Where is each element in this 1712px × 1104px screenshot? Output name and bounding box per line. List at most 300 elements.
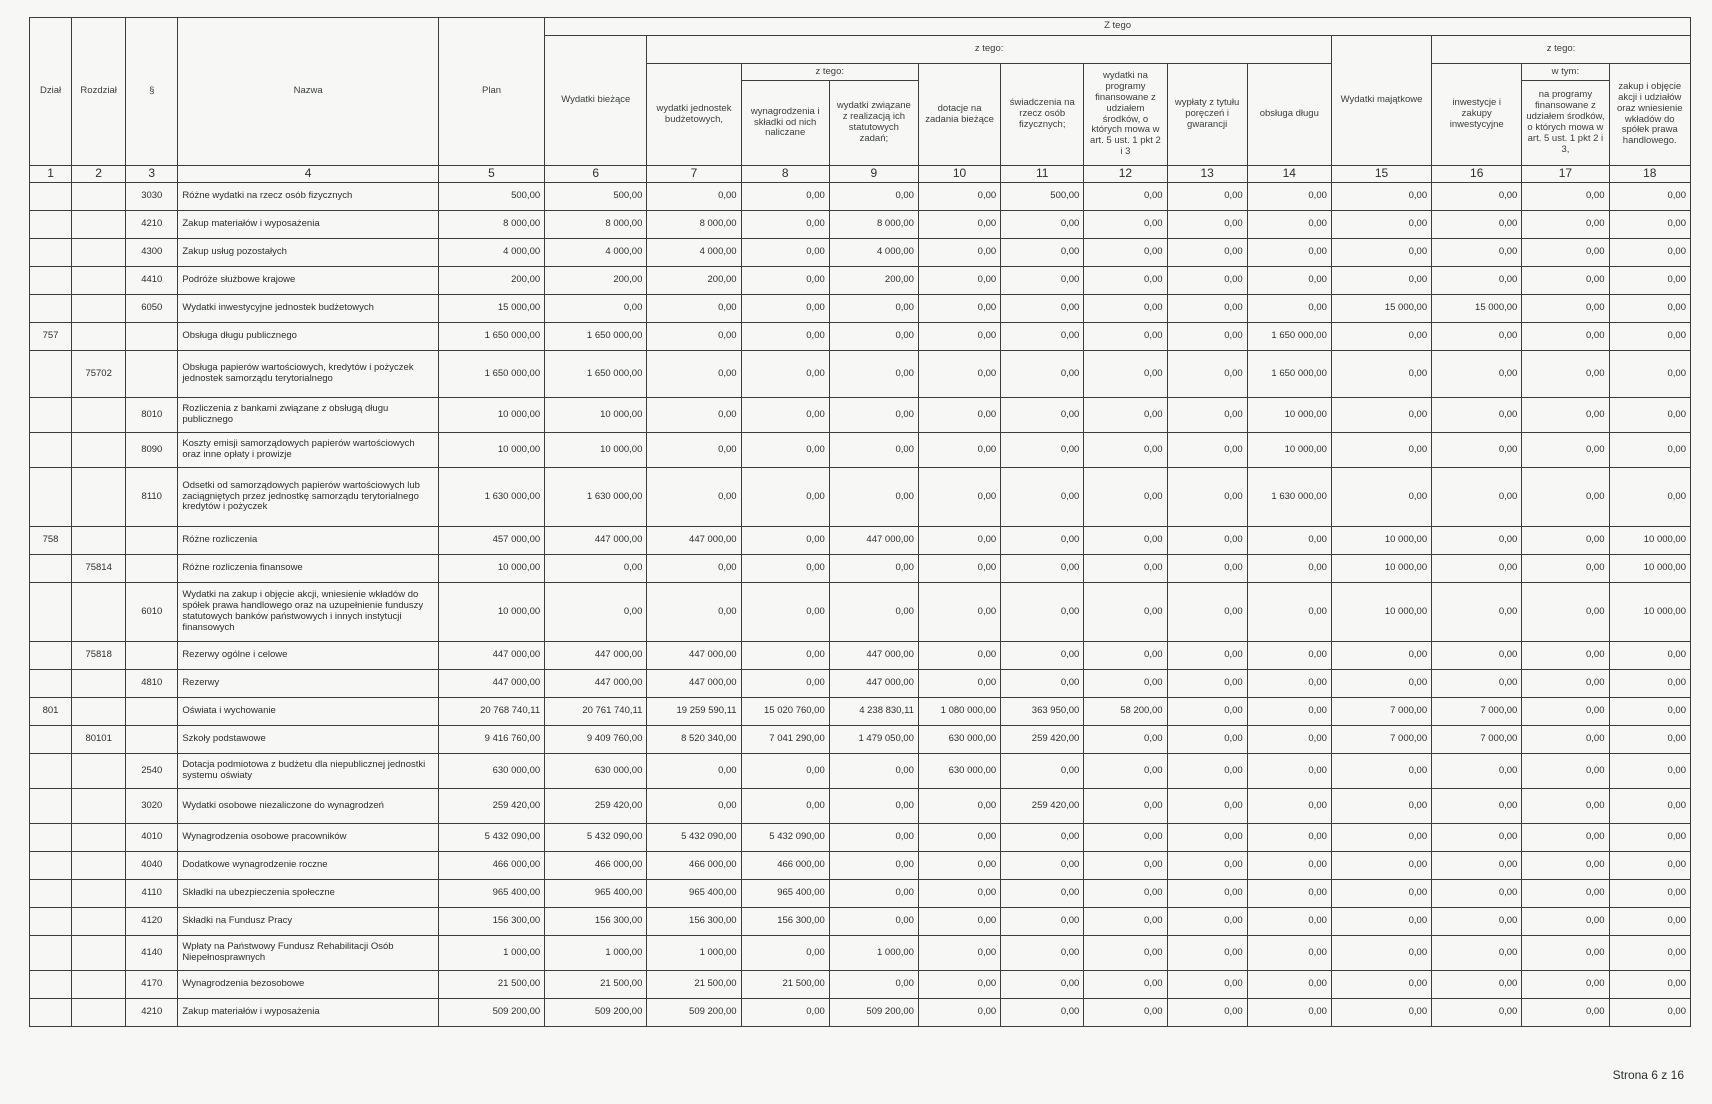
cell-amount: 466 000,00 [545,852,647,880]
cell-amount: 0,00 [1432,642,1522,670]
column-number: 1 [30,166,72,183]
cell-amount: 0,00 [1167,183,1247,211]
cell-amount: 500,00 [545,183,647,211]
cell-amount: 0,00 [1609,211,1691,239]
cell-paragraf: 4210 [126,999,178,1027]
table-row [30,824,1691,852]
table-row [30,211,1691,239]
cell-dzial: 801 [30,698,72,726]
cell-paragraf: 6050 [126,295,178,323]
table-row [30,351,1691,398]
cell-amount: 0,00 [1167,583,1247,642]
cell-amount: 0,00 [741,583,829,642]
column-number: 15 [1331,166,1431,183]
cell-amount: 19 259 590,11 [647,698,741,726]
cell-amount: 0,00 [741,527,829,555]
header-zakup-akcji: zakup i objęcie akcji i udziałów oraz wniesienie wkładów do spółek prawa handlowego. [1609,64,1691,166]
cell-amount: 0,00 [1432,754,1522,789]
table-row [30,239,1691,267]
cell-dzial [30,583,72,642]
header-obsluga-dlugu: obsługa długu [1247,64,1331,166]
cell-amount: 15 020 760,00 [741,698,829,726]
header-programy: wydatki na programy finansowane z udziałem środków, o których mowa w art. 5 ust. 1 pkt 2 i 3 [1084,64,1167,166]
cell-amount: 0,00 [829,398,918,433]
cell-dzial [30,239,72,267]
table-row [30,670,1691,698]
cell-amount: 20 761 740,11 [545,698,647,726]
cell-amount: 0,00 [1432,999,1522,1027]
header-wynagrodzenia: wynagrodzenia i składki od nich naliczane [741,81,829,166]
cell-amount: 0,00 [1331,999,1431,1027]
cell-paragraf: 4010 [126,824,178,852]
cell-amount: 4 238 830,11 [829,698,918,726]
cell-amount: 0,00 [1001,351,1084,398]
cell-amount: 0,00 [1522,323,1609,351]
header-wydatki-jednostek: wydatki jednostek budżetowych, [647,64,741,166]
cell-amount: 0,00 [829,971,918,999]
cell-dzial [30,295,72,323]
header-nazwa: Nazwa [178,18,439,166]
cell-amount: 0,00 [1331,971,1431,999]
cell-nazwa: Wydatki inwestycyjne jednostek budżetowych [178,295,439,323]
cell-amount: 0,00 [1432,398,1522,433]
cell-amount: 0,00 [829,555,918,583]
cell-rozdzial [72,398,126,433]
cell-amount: 10 000,00 [1331,527,1431,555]
cell-dzial [30,936,72,971]
cell-amount: 156 300,00 [741,908,829,936]
cell-amount: 447 000,00 [647,670,741,698]
cell-amount: 0,00 [1167,323,1247,351]
cell-amount: 7 041 290,00 [741,726,829,754]
cell-amount: 0,00 [1001,670,1084,698]
cell-rozdzial [72,936,126,971]
cell-amount: 0,00 [1001,468,1084,527]
cell-amount: 0,00 [1084,267,1167,295]
cell-amount: 21 500,00 [438,971,544,999]
cell-amount: 0,00 [647,295,741,323]
cell-amount: 0,00 [1331,754,1431,789]
cell-amount: 0,00 [1167,433,1247,468]
cell-amount: 0,00 [1522,583,1609,642]
cell-paragraf: 6010 [126,583,178,642]
cell-amount: 1 650 000,00 [1247,351,1331,398]
cell-paragraf [126,642,178,670]
cell-amount: 0,00 [1432,789,1522,824]
cell-amount: 7 000,00 [1331,698,1431,726]
cell-dzial [30,880,72,908]
cell-dzial [30,267,72,295]
cell-nazwa: Rezerwy ogólne i celowe [178,642,439,670]
cell-amount: 0,00 [1084,211,1167,239]
table-row [30,698,1691,726]
cell-nazwa: Rozliczenia z bankami związane z obsługą długu publicznego [178,398,439,433]
cell-paragraf [126,527,178,555]
cell-amount: 0,00 [829,880,918,908]
cell-amount: 0,00 [1432,852,1522,880]
table-row [30,468,1691,527]
cell-rozdzial [72,754,126,789]
cell-amount: 7 000,00 [1432,726,1522,754]
cell-amount: 447 000,00 [545,642,647,670]
header-rozdzial: Rozdział [72,18,126,166]
cell-amount: 466 000,00 [647,852,741,880]
cell-amount: 0,00 [741,239,829,267]
cell-amount: 156 300,00 [545,908,647,936]
cell-amount: 1 650 000,00 [1247,323,1331,351]
cell-amount: 9 416 760,00 [438,726,544,754]
cell-amount: 0,00 [918,880,1000,908]
cell-amount: 447 000,00 [829,670,918,698]
cell-amount: 0,00 [741,936,829,971]
cell-amount: 500,00 [438,183,544,211]
cell-amount: 10 000,00 [1247,433,1331,468]
cell-amount: 0,00 [1432,267,1522,295]
table-row [30,852,1691,880]
cell-amount: 0,00 [1167,267,1247,295]
cell-paragraf [126,726,178,754]
cell-rozdzial: 75818 [72,642,126,670]
cell-amount: 1 000,00 [438,936,544,971]
cell-amount: 0,00 [1247,527,1331,555]
cell-amount: 0,00 [1084,789,1167,824]
cell-amount: 500,00 [1001,183,1084,211]
table-row [30,971,1691,999]
cell-amount: 0,00 [1331,211,1431,239]
cell-amount: 0,00 [1522,824,1609,852]
cell-amount: 0,00 [918,670,1000,698]
cell-amount: 0,00 [1084,433,1167,468]
cell-amount: 0,00 [1084,726,1167,754]
cell-rozdzial [72,971,126,999]
cell-dzial [30,670,72,698]
cell-amount: 0,00 [1167,295,1247,323]
cell-amount: 0,00 [1522,698,1609,726]
cell-amount: 0,00 [1432,908,1522,936]
cell-nazwa: Wpłaty na Państwowy Fundusz Rehabilitacji Osób Niepełnosprawnych [178,936,439,971]
cell-amount: 0,00 [1084,908,1167,936]
cell-amount: 0,00 [918,789,1000,824]
cell-amount: 0,00 [1084,670,1167,698]
cell-amount: 0,00 [1522,433,1609,468]
cell-paragraf: 8110 [126,468,178,527]
cell-amount: 8 000,00 [829,211,918,239]
cell-amount: 5 432 090,00 [438,824,544,852]
column-number: 14 [1247,166,1331,183]
cell-amount: 0,00 [1609,295,1691,323]
cell-amount: 0,00 [741,670,829,698]
column-number: 3 [126,166,178,183]
budget-expenditure-table [29,17,1691,1027]
cell-amount: 0,00 [1001,323,1084,351]
cell-paragraf: 4110 [126,880,178,908]
cell-amount: 0,00 [829,754,918,789]
cell-dzial [30,351,72,398]
cell-amount: 0,00 [829,908,918,936]
cell-amount: 10 000,00 [1609,583,1691,642]
cell-amount: 200,00 [438,267,544,295]
cell-amount: 0,00 [1001,267,1084,295]
cell-amount: 0,00 [1167,754,1247,789]
cell-amount: 0,00 [741,295,829,323]
cell-amount: 0,00 [1432,527,1522,555]
cell-amount: 0,00 [1084,971,1167,999]
cell-amount: 1 650 000,00 [438,323,544,351]
cell-amount: 1 630 000,00 [1247,468,1331,527]
cell-amount: 447 000,00 [647,642,741,670]
cell-amount: 0,00 [1522,555,1609,583]
cell-dzial [30,468,72,527]
cell-amount: 21 500,00 [647,971,741,999]
cell-amount: 0,00 [1167,852,1247,880]
cell-amount: 0,00 [1609,239,1691,267]
cell-amount: 0,00 [1247,555,1331,583]
cell-dzial [30,971,72,999]
table-row [30,880,1691,908]
cell-amount: 1 650 000,00 [545,351,647,398]
cell-amount: 0,00 [1432,239,1522,267]
cell-amount: 0,00 [1084,824,1167,852]
cell-amount: 0,00 [1084,555,1167,583]
cell-nazwa: Rezerwy [178,670,439,698]
cell-amount: 0,00 [918,351,1000,398]
table-row [30,999,1691,1027]
cell-amount: 0,00 [1331,239,1431,267]
cell-amount: 509 200,00 [438,999,544,1027]
cell-nazwa: Oświata i wychowanie [178,698,439,726]
cell-amount: 0,00 [1247,726,1331,754]
cell-amount: 0,00 [741,323,829,351]
cell-amount: 0,00 [1331,267,1431,295]
cell-amount: 0,00 [1522,267,1609,295]
cell-rozdzial [72,267,126,295]
cell-amount: 7 000,00 [1331,726,1431,754]
cell-amount: 0,00 [1247,908,1331,936]
cell-amount: 0,00 [1167,698,1247,726]
cell-amount: 509 200,00 [647,999,741,1027]
cell-amount: 0,00 [1432,555,1522,583]
cell-amount: 0,00 [647,183,741,211]
table-row [30,433,1691,468]
cell-nazwa: Obsługa papierów wartościowych, kredytów i pożyczek jednostek samorządu terytorialnego [178,351,439,398]
cell-amount: 9 409 760,00 [545,726,647,754]
cell-amount: 0,00 [1167,936,1247,971]
cell-amount: 1 080 000,00 [918,698,1000,726]
cell-amount: 0,00 [1609,267,1691,295]
cell-amount: 0,00 [1001,999,1084,1027]
cell-amount: 965 400,00 [741,880,829,908]
header-wydatki-statutowe: wydatki związane z realizacją ich statutowych zadań; [829,81,918,166]
cell-nazwa: Zakup materiałów i wyposażenia [178,211,439,239]
table-row [30,295,1691,323]
cell-amount: 0,00 [1001,754,1084,789]
cell-amount: 0,00 [1247,880,1331,908]
cell-amount: 10 000,00 [438,398,544,433]
cell-amount: 0,00 [741,398,829,433]
cell-amount: 0,00 [1001,527,1084,555]
cell-amount: 0,00 [1432,824,1522,852]
cell-rozdzial [72,211,126,239]
cell-amount: 0,00 [1084,183,1167,211]
cell-amount: 1 630 000,00 [438,468,544,527]
cell-amount: 0,00 [1084,239,1167,267]
cell-amount: 0,00 [1084,936,1167,971]
cell-amount: 0,00 [647,754,741,789]
cell-amount: 0,00 [1084,468,1167,527]
cell-amount: 0,00 [647,323,741,351]
cell-amount: 0,00 [918,398,1000,433]
cell-amount: 0,00 [1247,583,1331,642]
cell-amount: 156 300,00 [647,908,741,936]
cell-amount: 0,00 [918,433,1000,468]
cell-amount: 447 000,00 [438,670,544,698]
cell-amount: 0,00 [1001,583,1084,642]
table-row [30,789,1691,824]
cell-amount: 630 000,00 [545,754,647,789]
cell-amount: 0,00 [1331,789,1431,824]
cell-amount: 0,00 [1167,824,1247,852]
cell-paragraf: 8090 [126,433,178,468]
cell-rozdzial: 80101 [72,726,126,754]
cell-amount: 0,00 [918,239,1000,267]
cell-amount: 0,00 [1001,398,1084,433]
column-number: 17 [1522,166,1609,183]
cell-amount: 0,00 [1522,852,1609,880]
cell-amount: 1 479 050,00 [829,726,918,754]
column-number: 5 [438,166,544,183]
column-number: 7 [647,166,741,183]
cell-amount: 0,00 [1167,726,1247,754]
cell-paragraf: 2540 [126,754,178,789]
cell-amount: 0,00 [647,398,741,433]
cell-amount: 0,00 [647,555,741,583]
table-row [30,555,1691,583]
cell-amount: 0,00 [918,555,1000,583]
table-row [30,398,1691,433]
cell-amount: 1 000,00 [545,936,647,971]
cell-amount: 0,00 [1247,852,1331,880]
cell-amount: 0,00 [1609,468,1691,527]
column-number-row [30,166,1691,183]
cell-amount: 0,00 [1084,323,1167,351]
cell-amount: 447 000,00 [647,527,741,555]
cell-amount: 0,00 [741,754,829,789]
cell-amount: 509 200,00 [829,999,918,1027]
cell-amount: 10 000,00 [545,433,647,468]
cell-amount: 0,00 [1331,852,1431,880]
cell-amount: 0,00 [829,351,918,398]
cell-amount: 0,00 [829,824,918,852]
cell-amount: 0,00 [829,468,918,527]
cell-amount: 0,00 [1522,211,1609,239]
cell-nazwa: Wynagrodzenia osobowe pracowników [178,824,439,852]
cell-amount: 0,00 [1001,936,1084,971]
cell-amount: 8 000,00 [438,211,544,239]
cell-amount: 0,00 [741,642,829,670]
cell-nazwa: Wynagrodzenia bezosobowe [178,971,439,999]
cell-amount: 0,00 [1084,527,1167,555]
cell-amount: 0,00 [1522,908,1609,936]
cell-amount: 200,00 [647,267,741,295]
cell-amount: 0,00 [1167,880,1247,908]
cell-dzial [30,642,72,670]
cell-rozdzial [72,698,126,726]
cell-amount: 447 000,00 [545,527,647,555]
table-row [30,323,1691,351]
cell-amount: 0,00 [1609,398,1691,433]
cell-amount: 0,00 [1167,908,1247,936]
cell-amount: 0,00 [1247,698,1331,726]
cell-amount: 0,00 [1609,852,1691,880]
cell-amount: 0,00 [918,295,1000,323]
cell-nazwa: Wydatki osobowe niezaliczone do wynagrodzeń [178,789,439,824]
cell-rozdzial [72,323,126,351]
cell-amount: 0,00 [1247,211,1331,239]
cell-amount: 0,00 [1247,824,1331,852]
cell-paragraf: 8010 [126,398,178,433]
cell-amount: 0,00 [829,295,918,323]
cell-dzial: 757 [30,323,72,351]
cell-amount: 0,00 [1084,583,1167,642]
cell-paragraf: 4300 [126,239,178,267]
cell-paragraf: 4140 [126,936,178,971]
table-row [30,754,1691,789]
cell-rozdzial [72,670,126,698]
cell-amount: 0,00 [1609,971,1691,999]
cell-amount: 200,00 [829,267,918,295]
cell-amount: 0,00 [1001,908,1084,936]
cell-amount: 0,00 [918,852,1000,880]
cell-amount: 0,00 [1432,323,1522,351]
cell-amount: 0,00 [1084,642,1167,670]
cell-paragraf [126,555,178,583]
cell-amount: 0,00 [1167,789,1247,824]
cell-amount: 0,00 [1522,754,1609,789]
cell-amount: 0,00 [1247,267,1331,295]
cell-dzial [30,433,72,468]
cell-amount: 0,00 [1167,468,1247,527]
cell-dzial [30,852,72,880]
cell-amount: 630 000,00 [438,754,544,789]
cell-amount: 0,00 [741,468,829,527]
cell-amount: 1 000,00 [829,936,918,971]
cell-amount: 0,00 [1331,351,1431,398]
cell-amount: 156 300,00 [438,908,544,936]
cell-paragraf: 4810 [126,670,178,698]
cell-dzial [30,754,72,789]
cell-amount: 10 000,00 [1609,527,1691,555]
cell-amount: 0,00 [1432,971,1522,999]
cell-amount: 0,00 [1001,211,1084,239]
cell-amount: 5 432 090,00 [647,824,741,852]
header-z-tego-jednostek: z tego: [741,64,918,81]
cell-rozdzial: 75814 [72,555,126,583]
column-number: 9 [829,166,918,183]
cell-nazwa: Szkoły podstawowe [178,726,439,754]
cell-amount: 0,00 [1247,936,1331,971]
cell-amount: 0,00 [1609,880,1691,908]
cell-amount: 0,00 [1331,824,1431,852]
cell-amount: 0,00 [1001,555,1084,583]
table-row [30,726,1691,754]
cell-amount: 0,00 [1084,295,1167,323]
cell-paragraf [126,698,178,726]
table-row [30,267,1691,295]
table-body [30,183,1691,1027]
table-header [30,18,1691,183]
cell-amount: 20 768 740,11 [438,698,544,726]
cell-amount: 58 200,00 [1084,698,1167,726]
